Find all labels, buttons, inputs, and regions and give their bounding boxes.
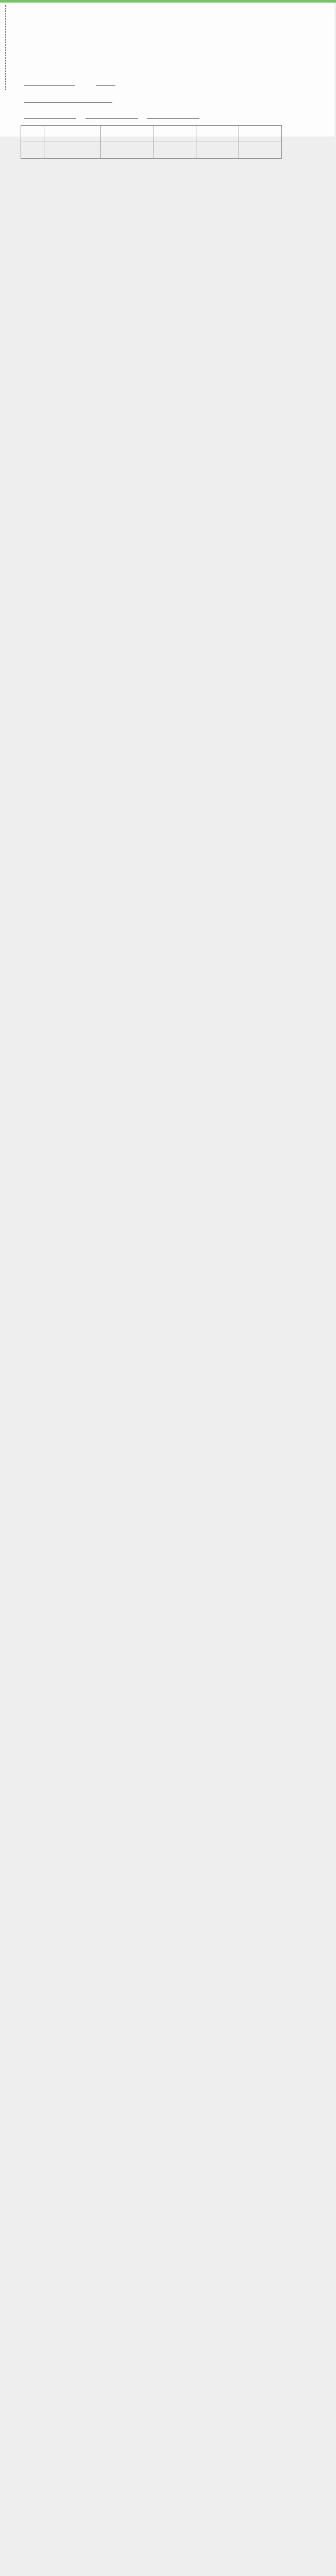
page-1-content — [0, 3, 334, 137]
dept-field[interactable] — [24, 102, 112, 103]
dept-line — [24, 97, 312, 104]
score-cell[interactable] — [196, 142, 239, 159]
exam-title — [0, 39, 334, 48]
student-line — [24, 113, 312, 120]
course-line — [24, 81, 312, 88]
score-cell[interactable] — [44, 142, 100, 159]
score-table — [21, 125, 282, 159]
score-cell[interactable] — [100, 142, 154, 159]
score-table-score-row — [21, 142, 282, 159]
score-table-header-row — [21, 126, 282, 142]
score-cell[interactable] — [239, 142, 282, 159]
score-cell[interactable] — [154, 142, 196, 159]
